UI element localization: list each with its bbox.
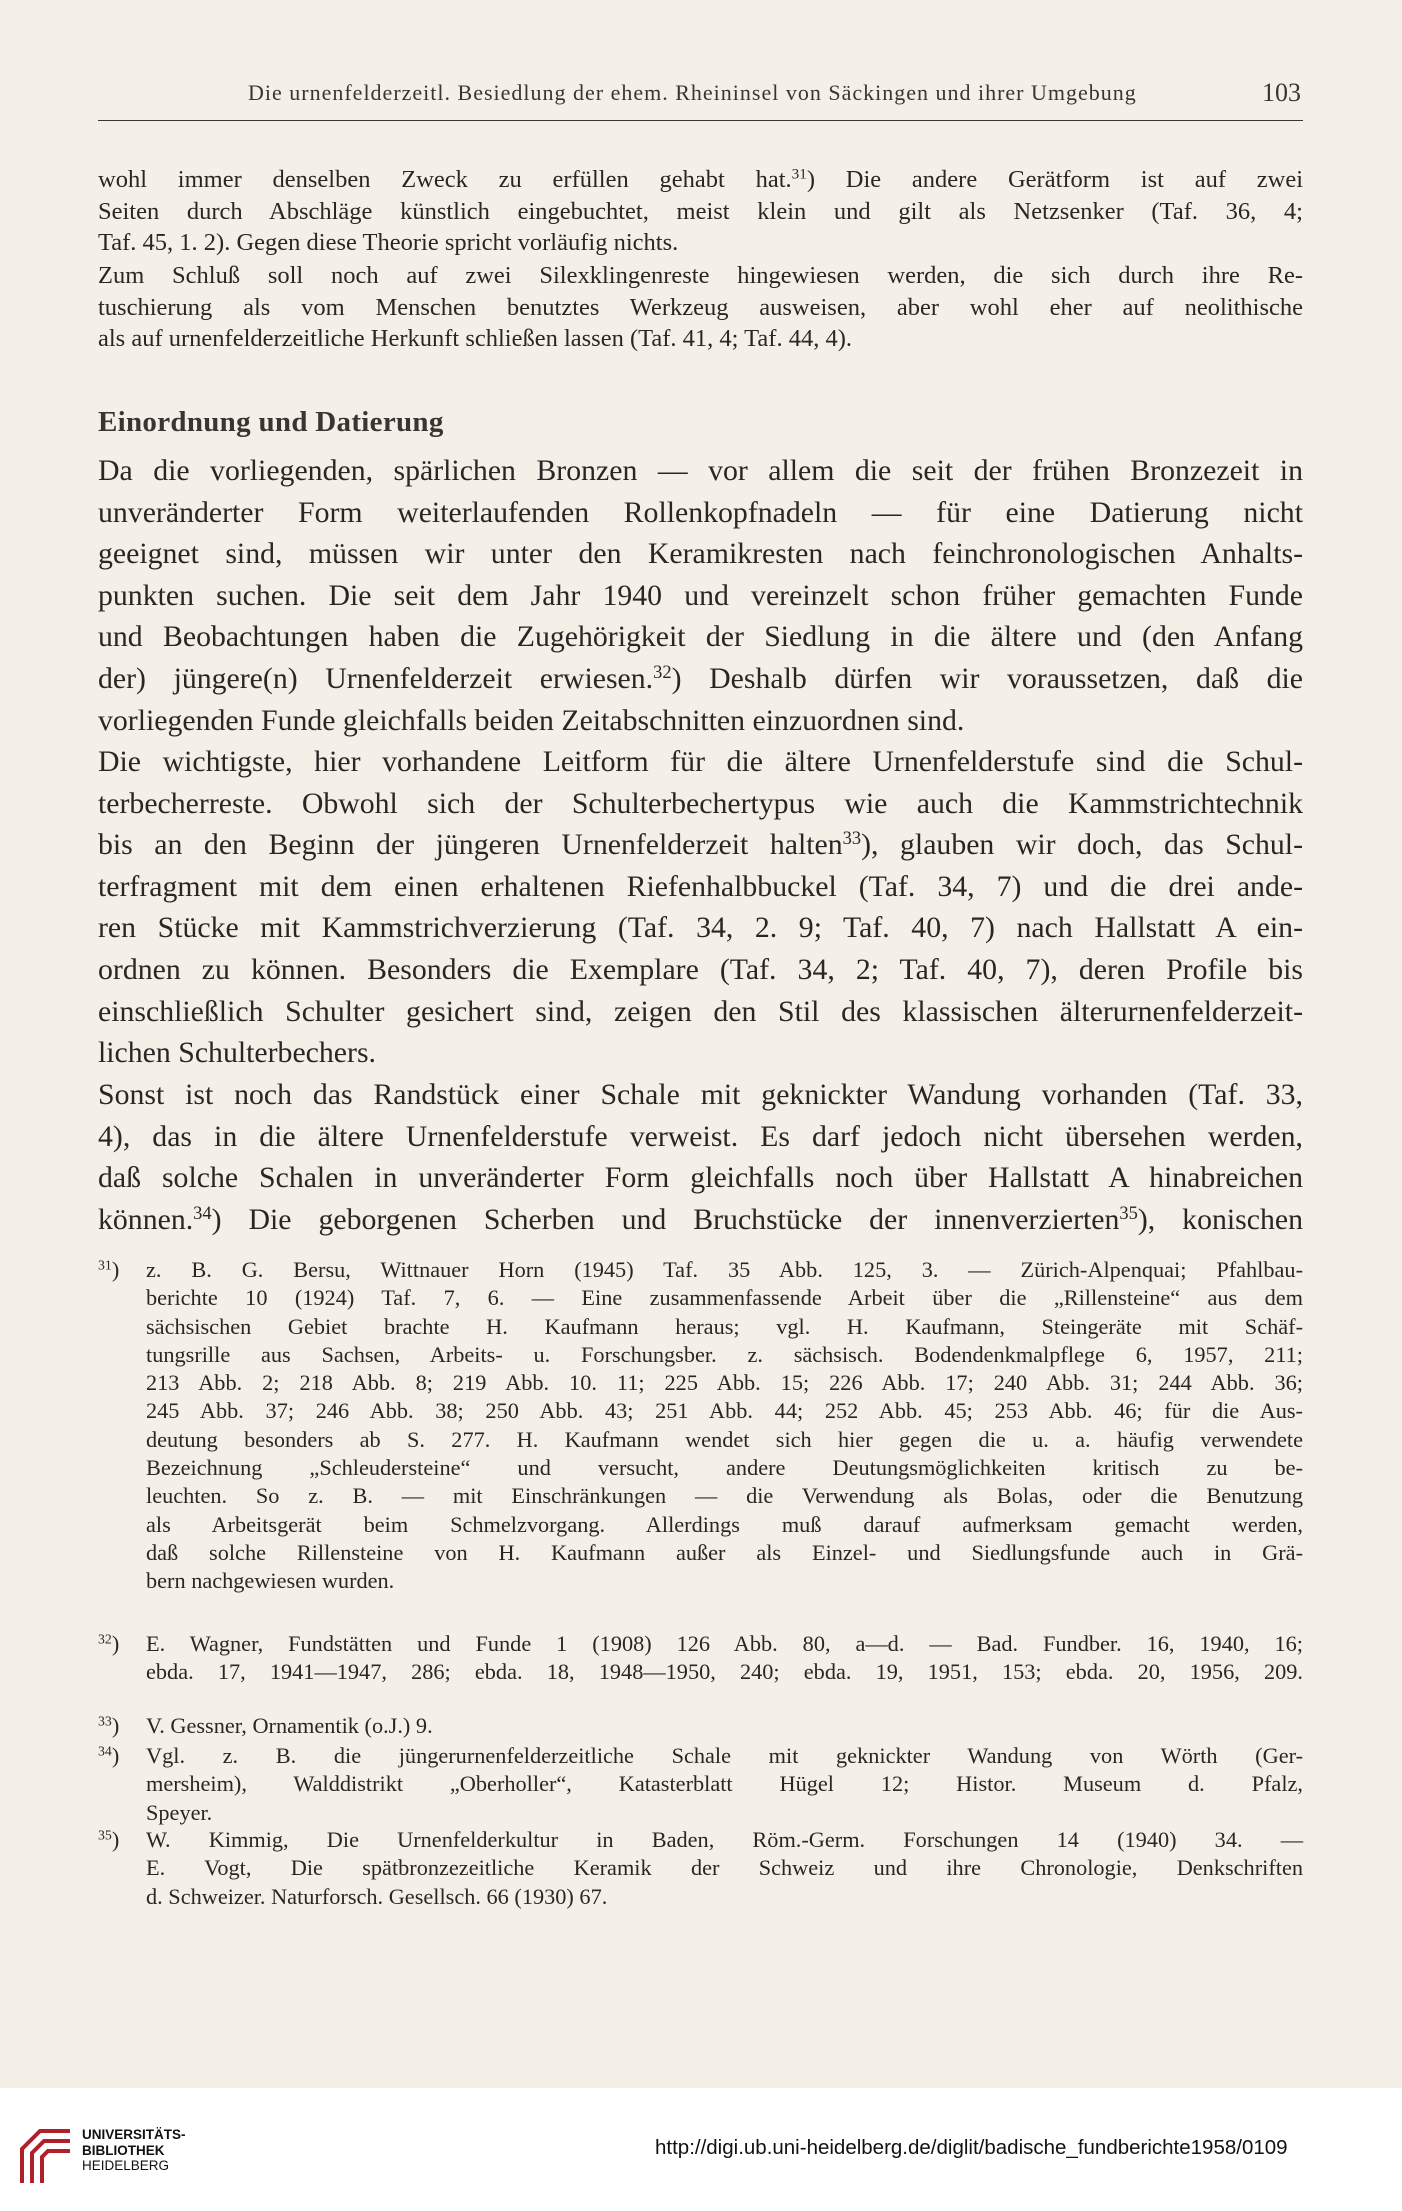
footnote-number: $^{31}$) <box>98 1257 120 1282</box>
footnote-35 <box>98 1826 1303 1916</box>
paragraph-schale <box>98 1074 1303 1240</box>
text-line: Die wichtigste, hier vorhandene Leitform für die ältere Urnenfelderstufe sind die Schul- <box>98 745 1303 778</box>
section-heading: Einordnung und Datierung <box>98 406 444 438</box>
text-line: wohl immer denselben Zweck zu erfüllen gehabt hat.$^{31}$) Die andere Gerätform ist auf zwei <box>98 165 1303 193</box>
footnote-33 <box>98 1712 1303 1742</box>
footnote-number: $^{33}$) <box>98 1713 120 1738</box>
paragraph-gerätform <box>98 164 1303 259</box>
footnote-ref[interactable]: 34 <box>193 1202 212 1223</box>
footnote-text: E. Wagner, Fundstätten und Funde 1 (1908) 126 Abb. 80, a—d. — Bad. Fundber. 16, 1940, 16; ebda. 17, 1941—1947, 286; ebda. 18, 1948—1950, 240; ebda. 19, 1951, 153; ebda. 20, 1956, 209. <box>146 1631 1303 1685</box>
footnote-number: $^{35}$) <box>98 1827 120 1852</box>
footnote-text: z. B. G. Bersu, Wittnauer Horn (1945) Taf. 35 Abb. 125, 3. — Zürich-Alpenquai; Pfahlbau- berichte 10 (1924) Taf. 7, 6. — Eine zusammenfassende Arbeit über die „Rillensteine“ aus dem sächsischen Gebiet brachte H. Kaufmann heraus; vgl. H. Kaufmann, Steingeräte mit Schäf- tungsrille aus Sachsen, Arbeits- u. Forschungsber. z. sächsisch. Bodendenkmalpflege 6, 1957, 211; 213 Abb. 2; 218 Abb. 8; 219 Abb. 10. 11; 225 Abb. 15; 226 Abb. 17; 240 Abb. 31; 244 Abb. 36; 245 Abb. 37; 246 Abb. 38; 250 Abb. 43; 251 Abb. 44; 252 Abb. 45; 253 Abb. 46; für die Aus- deutung besonders ab S. 277. H. Kaufmann wendet sich hier gegen die u. a. häufig verwendete Bezeichnung „Schleudersteine“ und versucht, andere Deutungsmöglichkeiten kritisch zu be- leuchten. So z. B. — mit Einschränkungen — die Verwendung als Bolas, oder die Benutzung als Arbeitsgerät beim Schmelzvorgang. Allerdings muß darauf aufmerksam gemacht werden, daß solche Rillensteine von H. Kaufmann außer als Einzel- und Siedlungsfunde auch in Grä- bern nachgewiesen wurden. <box>146 1257 1303 1594</box>
text-line: terfragment mit dem einen erhaltenen Riefenhalbbuckel (Taf. 34, 7) und die drei ande- <box>98 869 1303 903</box>
text-line: Zum Schluß soll noch auf zwei Silexklingenreste hingewiesen werden, die sich durch ihre Re- <box>98 262 1303 289</box>
text-line: ren Stücke mit Kammstrichverzierung (Taf. 34, 2. 9; Taf. 40, 7) nach Hallstatt A ein- <box>98 911 1303 945</box>
text-line: punkten suchen. Die seit dem Jahr 1940 und vereinzelt schon früher gemachten Funde <box>98 578 1303 612</box>
text-line: können.$^{34}$) Die geborgenen Scherben und Bruchstücke der innenverzierten$^{35}$), konischen <box>98 1202 1303 1236</box>
footnote-34 <box>98 1742 1303 1832</box>
text-line: Seiten durch Abschläge künstlich eingebuchtet, meist klein und gilt als Netzsenker (Taf. 36, 4; <box>98 197 1303 225</box>
text-line: vorliegenden Funde gleichfalls beiden Zeitabschnitten einzuordnen sind. <box>98 703 965 737</box>
page-number: 103 <box>1262 78 1301 107</box>
footnote-text: Vgl. z. B. die jüngerurnenfelderzeitliche Schale mit geknickter Wandung von Wörth (Ger- mersheim), Walddistrikt „Oberholler“, Katasterblatt Hügel 12; Histor. Museum d. Pfalz, Speyer. <box>146 1743 1303 1825</box>
text-line: geeignet sind, müssen wir unter den Keramikresten nach feinchronologischen Anhalts- <box>98 537 1303 571</box>
footnote-31 <box>98 1256 1303 1629</box>
footnote-number: $^{32}$) <box>98 1631 120 1656</box>
university-library-logo-icon <box>14 2125 76 2187</box>
page-header <box>98 76 1303 121</box>
paragraph-schulterbecher <box>98 741 1303 1074</box>
footnote-ref[interactable]: 35 <box>1119 1202 1138 1223</box>
footnote-text: V. Gessner, Ornamentik (o.J.) 9. <box>146 1713 433 1738</box>
text-line: daß solche Schalen in unveränderter Form gleichfalls noch über Hallstatt A hinabreichen <box>98 1161 1303 1195</box>
paragraph-bronzen <box>98 450 1303 741</box>
text-line: terbecherreste. Obwohl sich der Schulterbechertypus wie auch die Kammstrichtechnik <box>98 786 1303 820</box>
source-url-link[interactable]: http://digi.ub.uni-heidelberg.de/diglit/badische_fundberichte1958/0109 <box>655 2136 1288 2159</box>
text-line: Taf. 45, 1. 2). Gegen diese Theorie spricht vorläufig nichts. <box>98 229 679 256</box>
text-line: und Beobachtungen haben die Zugehörigkeit der Siedlung in die ältere und (den Anfang <box>98 620 1303 654</box>
text-line: unveränderter Form weiterlaufenden Rollenkopfnadeln — für eine Datierung nicht <box>98 495 1303 529</box>
footnote-ref[interactable]: 32 <box>653 661 672 682</box>
footnote-text: W. Kimmig, Die Urnenfelderkultur in Baden, Röm.-Germ. Forschungen 14 (1940) 34. — E. Vogt, Die spätbronzezeitliche Keramik der Schweiz und ihre Chronologie, Denkschriften d. Schweizer. Naturforsch. Gesellsch. 66 (1930) 67. <box>146 1827 1303 1909</box>
text-line: Sonst ist noch das Randstück einer Schale mit geknickter Wandung vorhanden (Taf. 33, <box>98 1078 1303 1111</box>
library-name: UNIVERSITÄTS- BIBLIOTHEK HEIDELBERG <box>82 2127 186 2173</box>
text-line: bis an den Beginn der jüngeren Urnenfelderzeit halten$^{33}$), glauben wir doch, das Schul- <box>98 828 1304 862</box>
running-head: Die urnenfelderzeitl. Besiedlung der ehem. Rheininsel von Säckingen und ihrer Umgebung <box>248 80 1137 105</box>
text-line: einschließlich Schulter gesichert sind, zeigen den Stil des klassischen älterurnenfelderzeit- <box>98 994 1303 1028</box>
text-line: 4), das in die ältere Urnenfelderstufe verweist. Es darf jedoch nicht übersehen werden, <box>98 1119 1303 1153</box>
paragraph-silexklingen <box>98 260 1303 355</box>
text-line: Da die vorliegenden, spärlichen Bronzen — vor allem die seit der frühen Bronzezeit in <box>98 454 1303 487</box>
text-line: ordnen zu können. Besonders die Exemplare (Taf. 34, 2; Taf. 40, 7), deren Profile bis <box>98 952 1303 986</box>
footnote-32 <box>98 1630 1303 1690</box>
text-line: lichen Schulterbechers. <box>98 1036 376 1070</box>
text-line: tuschierung als vom Menschen benutztes Werkzeug ausweisen, aber wohl eher auf neolithische <box>98 293 1303 321</box>
footnote-ref[interactable]: 33 <box>842 828 862 849</box>
footnote-number: $^{34}$) <box>98 1743 120 1768</box>
text-line: als auf urnenfelderzeitliche Herkunft schließen lassen (Taf. 41, 4; Taf. 44, 4). <box>98 325 852 352</box>
text-line: der) jüngere(n) Urnenfelderzeit erwiesen.$^{32}$) Deshalb dürfen wir voraussetzen, daß die <box>98 661 1303 695</box>
footnote-ref[interactable]: 31 <box>791 165 807 183</box>
